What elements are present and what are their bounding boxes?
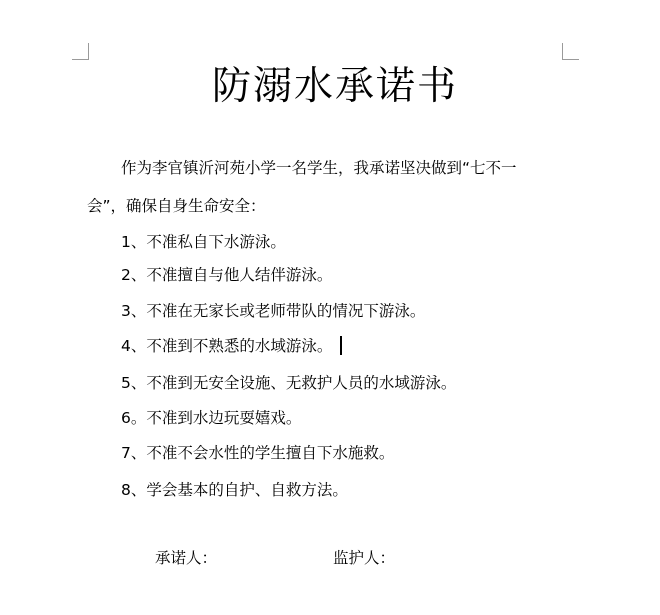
signature-promiser-label: 承诺人： [155, 549, 218, 567]
rule-item-1: 1、不准私自下水游泳。 [121, 233, 286, 251]
intro-line-2: 会”，确保自身生命安全： [87, 197, 266, 215]
rule-item-3: 3、不准在无家长或老师带队的情况下游泳。 [121, 302, 426, 320]
crop-mark-top-left [72, 43, 89, 60]
text-cursor [340, 336, 342, 355]
rule-item-4-row [121, 336, 342, 356]
document-title: 防溺水承诺书 [211, 64, 458, 109]
rule-item-5: 5、不准到无安全设施、无救护人员的水域游泳。 [121, 374, 457, 392]
rule-item-4: 4、不准到不熟悉的水域游泳。 [121, 337, 333, 355]
rule-item-7: 7、不准不会水性的学生擅自下水施救。 [121, 444, 395, 462]
crop-mark-top-right [562, 43, 579, 60]
rule-item-8: 8、学会基本的自护、自救方法。 [121, 481, 348, 499]
rule-item-6: 6。不准到水边玩耍嬉戏。 [121, 409, 302, 427]
signature-guardian-label: 监护人： [333, 549, 396, 567]
intro-line-1: 作为李官镇沂河苑小学一名学生，我承诺坚决做到“七不一 [121, 159, 517, 177]
rule-item-2: 2、不准擅自与他人结伴游泳。 [121, 266, 333, 284]
